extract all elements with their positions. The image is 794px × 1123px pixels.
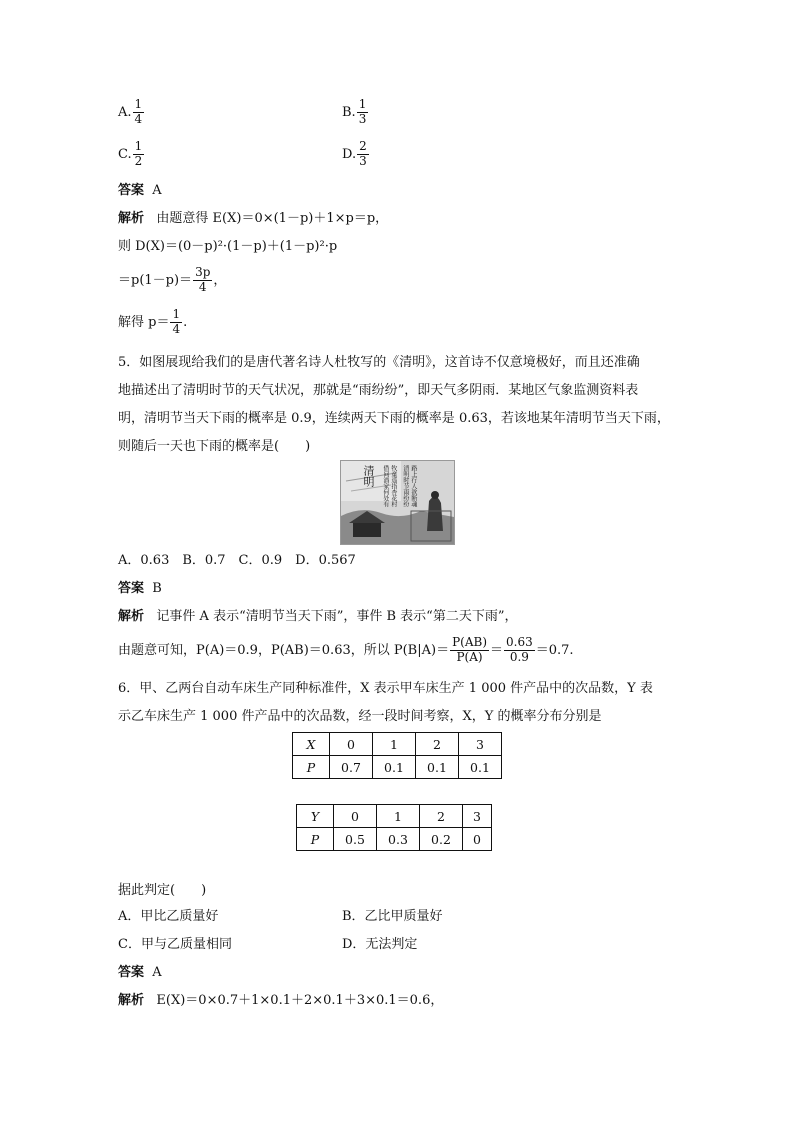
table-cell: X <box>293 733 330 756</box>
q4-analysis-line1 <box>118 212 388 225</box>
q4-option-a-num: 1 <box>134 97 143 111</box>
q5-analysis-frac1-den: P(A) <box>456 649 483 664</box>
q5-options: A．0.63 B．0.7 C．0.9 D．0.567 <box>118 553 356 568</box>
q4-option-c <box>118 140 145 169</box>
q5-stem-line2: 地描述出了清明时节的天气状况，那就是“雨纷纷”，即天气多阴雨．某地区气象监测资料表 <box>118 383 639 398</box>
table-cell: P <box>293 756 330 779</box>
q5-stem-line1: 5．如图展现给我们的是唐代著名诗人杜牧写的《清明》，这首诗不仅意境极好，而且还准确 <box>118 355 640 370</box>
qingming-title: 清明 <box>362 465 375 487</box>
q5-answer-label: 答案 <box>118 581 145 596</box>
q4-analysis-line4-suffix: . <box>183 314 188 330</box>
q4-option-a <box>118 98 145 127</box>
q5-analysis-label: 解析 <box>118 609 145 624</box>
q4-option-b-fraction <box>357 98 369 127</box>
table-cell: 1 <box>373 733 416 756</box>
table-cell: 2 <box>416 733 459 756</box>
q4-answer <box>118 184 162 197</box>
q4-analysis-line4-fraction <box>170 308 182 337</box>
q5-answer-value: B <box>152 581 162 596</box>
q4-analysis-label: 解析 <box>118 211 145 226</box>
table-cell: 0 <box>463 828 492 851</box>
q5-analysis-text1: 记事件 A 表示“清明节当天下雨”，事件 B 表示“第二天下雨”， <box>156 609 518 624</box>
q4-option-b-num: 1 <box>358 97 367 111</box>
q4-analysis-line3-num: 3p <box>195 265 211 279</box>
qingming-illustration-drawing <box>341 461 454 544</box>
q5-analysis-frac1-num: P(AB) <box>452 635 487 649</box>
qingming-poem-3: 借问酒家何处有 <box>381 465 389 507</box>
q6-option-a: A．甲比乙质量好 <box>118 909 219 924</box>
q4-option-a-den: 4 <box>134 111 143 126</box>
q5-analysis-line1 <box>118 610 517 623</box>
q4-analysis-line3-prefix: ＝p(1－p)＝ <box>118 272 193 288</box>
q4-option-d-num: 2 <box>359 139 367 153</box>
q5-stem-line3: 明，清明节当天下雨的概率是 0.9，连续两天下雨的概率是 0.63，若该地某年清明节当天下雨， <box>118 411 670 426</box>
q4-analysis-line3-den: 4 <box>198 279 207 294</box>
q4-option-a-fraction <box>133 98 145 127</box>
q4-analysis-line3-fraction <box>193 266 212 295</box>
q4-analysis-line3-suffix: ， <box>213 272 227 288</box>
q4-analysis-line4-den: 4 <box>172 321 181 336</box>
qingming-poem-2: 路上行人欲断魂 <box>409 465 417 507</box>
q5-answer <box>118 582 162 595</box>
q4-option-b-den: 3 <box>358 111 367 126</box>
q4-option-a-prefix: A. <box>118 104 132 120</box>
table-cell: P <box>297 828 334 851</box>
q5-analysis-frac2 <box>504 636 535 665</box>
table-cell: 3 <box>463 805 492 828</box>
q5-analysis-eq: ＝ <box>490 642 504 658</box>
table-cell: 0.7 <box>330 756 373 779</box>
q6-option-c: C．甲与乙质量相同 <box>118 937 232 952</box>
q4-answer-value: A <box>152 183 162 198</box>
q4-analysis-line4-prefix: 解得 p＝ <box>118 314 170 330</box>
q4-analysis-line2: 则 D(X)＝(0－p)²·(1－p)＋(1－p)²·p <box>118 239 338 254</box>
distribution-table-y <box>296 804 492 851</box>
q4-option-c-den: 2 <box>134 153 143 168</box>
q4-option-c-num: 1 <box>134 139 143 153</box>
q6-analysis-label: 解析 <box>118 993 145 1008</box>
q6-answer-value: A <box>152 965 162 980</box>
table-row <box>293 756 502 779</box>
q5-analysis-frac2-num: 0.63 <box>506 635 533 649</box>
table-cell: 0.5 <box>334 828 377 851</box>
table-row <box>297 805 492 828</box>
table-cell: 3 <box>459 733 502 756</box>
table-cell: 0 <box>334 805 377 828</box>
q4-option-d-fraction <box>357 140 369 169</box>
q5-analysis-line2-prefix: 由题意可知，P(A)＝0.9，P(AB)＝0.63，所以 P(B|A)＝ <box>118 642 450 658</box>
table-cell: 0.3 <box>377 828 420 851</box>
q4-analysis-line3 <box>118 266 226 295</box>
table-cell: Y <box>297 805 334 828</box>
q6-answer-label: 答案 <box>118 965 145 980</box>
table-cell: 0.1 <box>459 756 502 779</box>
table-row <box>293 733 502 756</box>
q4-option-d-prefix: D. <box>342 146 357 162</box>
q6-answer <box>118 966 162 979</box>
table-cell: 0.2 <box>420 828 463 851</box>
q4-option-d <box>342 140 370 169</box>
q6-analysis-line1 <box>118 994 443 1007</box>
table-cell: 0.1 <box>373 756 416 779</box>
q5-analysis-frac2-den: 0.9 <box>509 649 529 664</box>
q6-analysis-text1: E(X)＝0×0.7＋1×0.1＋2×0.1＋3×0.1＝0.6， <box>156 993 444 1008</box>
q4-analysis-line4 <box>118 308 187 337</box>
q6-option-b: B．乙比甲质量好 <box>342 909 443 924</box>
q6-stem-line1: 6．甲、乙两台自动车床生产同种标准件，X 表示甲车床生产 1 000 件产品中的次品数，Y 表 <box>118 681 653 696</box>
qingming-poem-4: 牧童遥指杏花村 <box>389 465 397 507</box>
table-cell: 0.1 <box>416 756 459 779</box>
qingming-poem-1: 清明时节雨纷纷 <box>401 465 409 507</box>
q4-analysis-text1: 由题意得 E(X)＝0×(1－p)＋1×p＝p， <box>156 211 389 226</box>
q6-option-d: D．无法判定 <box>342 937 418 952</box>
q4-option-d-den: 3 <box>359 153 367 168</box>
qingming-illustration <box>340 460 455 545</box>
q5-analysis-frac1 <box>450 636 489 665</box>
q4-option-b-prefix: B. <box>342 104 356 120</box>
q6-judge: 据此判定( ) <box>118 883 207 898</box>
q4-option-b <box>342 98 369 127</box>
q4-option-c-fraction <box>133 140 145 169</box>
table-row <box>297 828 492 851</box>
table-cell: 2 <box>420 805 463 828</box>
table-cell: 1 <box>377 805 420 828</box>
q4-analysis-line4-num: 1 <box>172 307 181 321</box>
distribution-table-x <box>292 732 502 779</box>
q5-analysis-line2-suffix: ＝0.7. <box>535 642 574 658</box>
q5-analysis-line2 <box>118 636 574 665</box>
q4-answer-label: 答案 <box>118 183 145 198</box>
table-cell: 0 <box>330 733 373 756</box>
q5-stem-line4: 则随后一天也下雨的概率是( ) <box>118 439 311 454</box>
q4-option-c-prefix: C. <box>118 146 132 162</box>
q6-stem-line2: 示乙车床生产 1 000 件产品中的次品数，经一段时间考察，X，Y 的概率分布分别是 <box>118 709 602 724</box>
